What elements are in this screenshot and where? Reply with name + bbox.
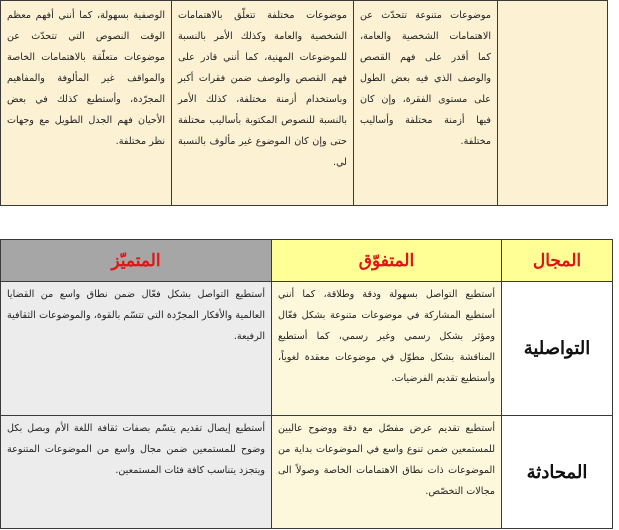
cell-text: أستطيع التواصل بسهولة ودقة وطلاقة، كما أنني أستطيع المشاركة في موضوعات متنوعة بشكل فعّال ومؤثر بشكل رسمي وغير رسمي، كما أستطيع المناقشة بشكل مطوّل في موضوعات معقدة لغوياً، وأستطيع تقديم الفرضيات. (278, 289, 495, 384)
table-cell-empty (498, 1, 608, 206)
table-row (1, 1, 608, 206)
cell-text: موضوعات متنوعة تتحدّث عن الاهتمامات الشخصية والعامة، كما أقدر على فهم القصص والوصف الذي فيه بعض الطول على مستوى الفقرة، وإن كان فيها أزمنة مختلفة وأساليب مختلفة. (360, 10, 491, 147)
table-row (1, 282, 613, 416)
cell-text: موضوعات مختلفة تتعلّق بالاهتمامات الشخصية والعامة وكذلك الأمر بالنسبة للموضوعات المهنية، كما أنني قادر على فهم القصص والوصف ضمن فقرات أكبر وباستخدام أزمنة مختلفة، كذلك الأمر بالنسبة للنصوص المكتوبة بأساليب مختلفة حتى وإن كان الموضوع غير مألوف بالنسبة لي. (178, 10, 347, 168)
table-row (1, 416, 613, 529)
table-cell (354, 1, 498, 206)
header-advanced (272, 240, 502, 282)
advanced-cell (272, 282, 502, 416)
distinguished-cell (1, 282, 272, 416)
table-cell (172, 1, 354, 206)
advanced-cell (272, 416, 502, 529)
proficiency-levels-table (0, 239, 613, 529)
table-header-row (1, 240, 613, 282)
header-field (502, 240, 613, 282)
cell-text: أستطيع التواصل بشكل فعّال ضمن نطاق واسع من القضايا العالمية والأفكار المجرّدة التي تتسّم بالقوة، والموضوعات الثقافية الرفيعة. (7, 289, 265, 342)
table-cell (1, 1, 172, 206)
cell-text: الوصفية بسهولة، كما أنني أفهم معظم الوقت النصوص التي تتحدّث عن موضوعات متعلّقة بالاهتمامات الخاصة والمواقف غير المألوفة والمفاهيم المجرّدة، وأستطيع كذلك في بعض الأحيان فهم الجدل الطويل مع وجهات نظر مختلفة. (7, 10, 165, 147)
cell-text: أستطيع تقديم عرض مفصّل مع دقة ووضوح عاليين للمستمعين ضمن تنوع واسع في الموضوعات بداية من الموضوعات ذات نطاق الاهتمامات الخاصة وصولاً الى مجالات التخصّص. (278, 423, 495, 497)
field-cell (502, 416, 613, 529)
header-distinguished (1, 240, 272, 282)
field-label: التواصلية (523, 338, 591, 359)
distinguished-cell (1, 416, 272, 529)
field-label: المحادثة (526, 461, 588, 483)
header-label: المجال (532, 250, 582, 271)
cell-text (498, 1, 607, 5)
field-cell (502, 282, 613, 416)
cell-text: أستطيع إيصال تقديم يتسّم بصفات ثقافة اللغة الأم وبصل بكل وضوح للمستمعين ضمن مجال واسع من الموضوعات المتنوعة ويتجزد يتناسب كافة فئات المستمعين. (7, 423, 265, 476)
header-label: المتميّز (111, 250, 161, 271)
header-label: المتفوّق (358, 250, 415, 271)
proficiency-continuation-table (0, 0, 608, 206)
